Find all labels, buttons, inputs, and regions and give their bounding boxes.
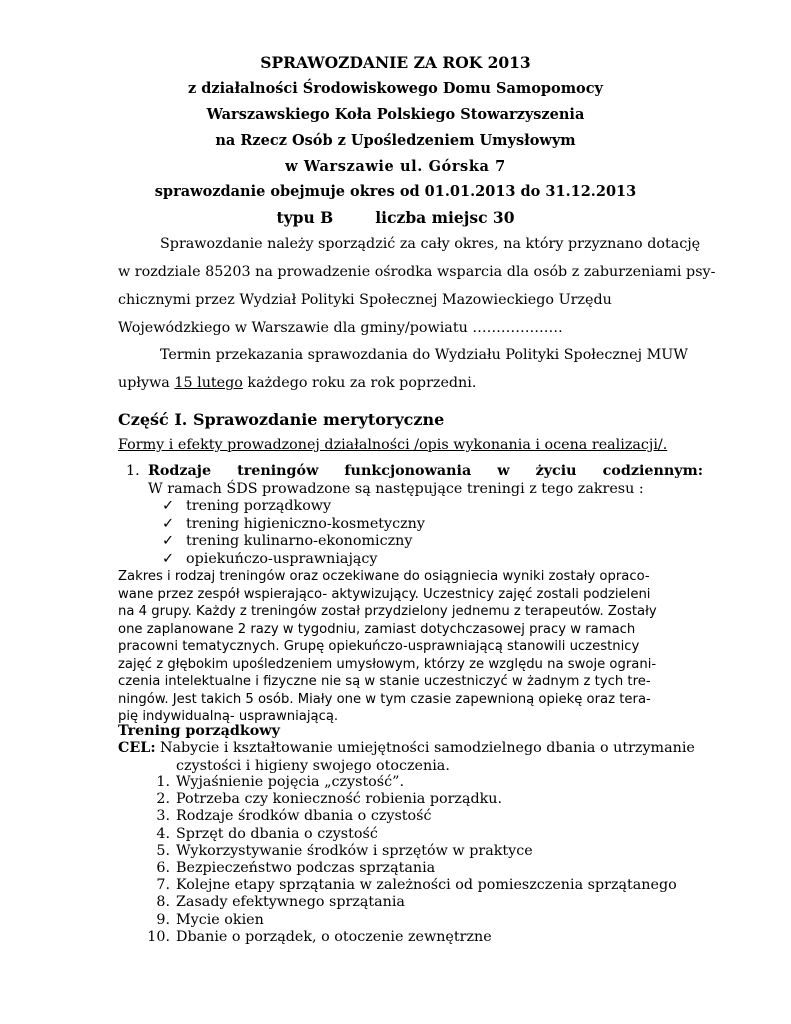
places-count: liczba miejsc 30 bbox=[375, 208, 515, 227]
topic-text: Potrzeba czy konieczność robienia porządku. bbox=[176, 791, 503, 808]
topic-text: Wyjaśnienie pojęcia „czystość”. bbox=[176, 774, 404, 790]
topics-list bbox=[140, 774, 677, 946]
list-item bbox=[140, 774, 677, 791]
description-line: zajęć z głębokim upośledzeniem umysłowym, którzy ze względu na swoje ograni- bbox=[118, 656, 657, 672]
goal-text: czystości i higieny swojego otoczenia. bbox=[176, 757, 450, 774]
training-goal bbox=[118, 740, 695, 775]
list-item bbox=[140, 877, 677, 894]
description-line: czenia intelektualne i fizyczne nie są w stanie uczestniczyć w żadnym z tych tre- bbox=[118, 674, 651, 689]
topic-text: Zasady efektywnego sprzątania bbox=[176, 894, 405, 911]
list-item bbox=[162, 516, 425, 534]
topic-number: 6. bbox=[156, 860, 170, 877]
item-1-intro: W ramach ŚDS prowadzone są następujące treningi z tego zakresu : bbox=[148, 481, 644, 497]
check-icon: ✓ bbox=[162, 498, 174, 514]
list-item bbox=[162, 551, 425, 569]
item-1-heading bbox=[126, 463, 706, 479]
topic-text: Dbanie o porządek, o otoczenie zewnętrzne bbox=[176, 928, 492, 945]
heading-word: funkcjonowania bbox=[344, 463, 472, 479]
description-paragraph bbox=[118, 568, 706, 726]
item-number: 1. bbox=[126, 463, 140, 479]
training-name: opiekuńczo-usprawniający bbox=[186, 550, 378, 567]
heading-word: Rodzaje bbox=[148, 463, 212, 479]
list-item bbox=[162, 533, 425, 551]
header-address: w Warszawie ul. Górska 7 bbox=[285, 158, 506, 175]
topic-text: Kolejne etapy sprzątania w zależności od pomieszczenia sprzątanego bbox=[176, 877, 677, 894]
deadline-paragraph bbox=[118, 341, 688, 397]
training-title: Trening porządkowy bbox=[118, 723, 280, 739]
topic-text: Wykorzystywanie środków i sprzętów w praktyce bbox=[176, 842, 533, 859]
list-item bbox=[140, 843, 677, 860]
list-item bbox=[162, 498, 425, 516]
forms-heading: Formy i efekty prowadzonej działalności /opis wykonania i ocena realizacji/. bbox=[118, 437, 668, 453]
deadline-pre: upływa bbox=[118, 375, 175, 391]
section-title: Część I. Sprawozdanie merytoryczne bbox=[118, 410, 445, 429]
report-title: SPRAWOZDANIE ZA ROK 2013 bbox=[260, 53, 531, 72]
description-line: wane przez zespół wspierająco- aktywizujący. Uczestnicy zajęć zostali podzieleni bbox=[118, 586, 651, 602]
description-line: na 4 grupy. Każdy z treningów został przydzielony jednemu z terapeutów. Zostały bbox=[118, 604, 657, 619]
header-type-line bbox=[0, 208, 791, 227]
list-item bbox=[140, 894, 677, 911]
topic-number: 4. bbox=[156, 825, 170, 842]
intro-line: Sprawozdanie należy sporządzić za cały okres, na który przyznano dotację bbox=[160, 236, 701, 252]
training-name: trening porządkowy bbox=[186, 498, 332, 514]
goal-label: CEL: bbox=[118, 740, 156, 756]
list-item bbox=[140, 808, 677, 825]
topic-text: Bezpieczeństwo podczas sprzątania bbox=[176, 860, 436, 877]
heading-word: treningów bbox=[237, 463, 319, 479]
topic-text: Sprzęt do dbania o czystość bbox=[176, 825, 378, 842]
facility-type: typu B bbox=[276, 208, 334, 227]
trainings-list bbox=[162, 498, 425, 568]
header-line-1: z działalności Środowiskowego Domu Samopomocy bbox=[188, 80, 603, 97]
description-line: one zaplanowane 2 razy w tygodniu, zamiast dotychczasowej pracy w ramach bbox=[118, 621, 636, 637]
heading-word: codziennym: bbox=[602, 463, 703, 479]
heading-word: życiu bbox=[535, 463, 577, 479]
intro-line: chicznymi przez Wydział Polityki Społecznej Mazowieckiego Urzędu bbox=[118, 292, 612, 308]
topic-number: 5. bbox=[156, 842, 170, 859]
intro-line: Wojewódzkiego w Warszawie dla gminy/powiatu ………………. bbox=[118, 320, 563, 336]
topic-text: Mycie okien bbox=[176, 911, 264, 928]
topic-number: 9. bbox=[156, 911, 170, 928]
topic-number: 3. bbox=[156, 808, 170, 825]
item-heading-words bbox=[148, 463, 703, 479]
deadline-post: każdego roku za rok poprzedni. bbox=[242, 375, 477, 391]
list-item bbox=[140, 929, 677, 946]
heading-word: w bbox=[497, 463, 510, 479]
intro-line: w rozdziale 85203 na prowadzenie ośrodka wsparcia dla osób z zaburzeniami psy- bbox=[118, 264, 716, 280]
deadline-line: Termin przekazania sprawozdania do Wydziału Polityki Społecznej MUW bbox=[160, 347, 688, 363]
check-icon: ✓ bbox=[162, 550, 174, 567]
topic-text: Rodzaje środków dbania o czystość bbox=[176, 808, 432, 825]
header-line-3: na Rzecz Osób z Upośledzeniem Umysłowym bbox=[215, 132, 576, 149]
training-name: trening higieniczno-kosmetyczny bbox=[186, 515, 425, 532]
goal-text: Nabycie i kształtowanie umiejętności samodzielnego dbania o utrzymanie bbox=[160, 740, 695, 756]
topic-number: 2. bbox=[156, 791, 170, 808]
list-item bbox=[140, 912, 677, 929]
description-line: pracowni tematycznych. Grupę opiekuńczo-usprawniającą stanowili uczestnicy bbox=[118, 639, 640, 654]
intro-paragraph bbox=[118, 230, 716, 342]
deadline-date: 15 lutego bbox=[174, 375, 243, 391]
description-line: Zakres i rodzaj treningów oraz oczekiwane do osiągniecia wyniki zostały opraco- bbox=[118, 569, 650, 584]
header-line-2: Warszawskiego Koła Polskiego Stowarzyszenia bbox=[206, 106, 585, 123]
deadline-line bbox=[118, 369, 678, 397]
header-period: sprawozdanie obejmuje okres od 01.01.2013 do 31.12.2013 bbox=[154, 183, 637, 200]
list-item bbox=[140, 791, 677, 808]
description-line: pię indywidualną- usprawniającą. bbox=[118, 709, 339, 724]
topic-number: 8. bbox=[156, 894, 170, 911]
list-item bbox=[140, 826, 677, 843]
check-icon: ✓ bbox=[162, 515, 174, 532]
topic-number: 7. bbox=[156, 877, 170, 894]
list-item bbox=[140, 860, 677, 877]
topic-number: 1. bbox=[156, 774, 170, 790]
check-icon: ✓ bbox=[162, 533, 174, 549]
description-line: ningów. Jest takich 5 osób. Miały one w tym czasie zapewnioną opiekę oraz tera- bbox=[118, 691, 651, 707]
training-name: trening kulinarno-ekonomiczny bbox=[186, 533, 413, 549]
topic-number: 10. bbox=[147, 928, 170, 945]
